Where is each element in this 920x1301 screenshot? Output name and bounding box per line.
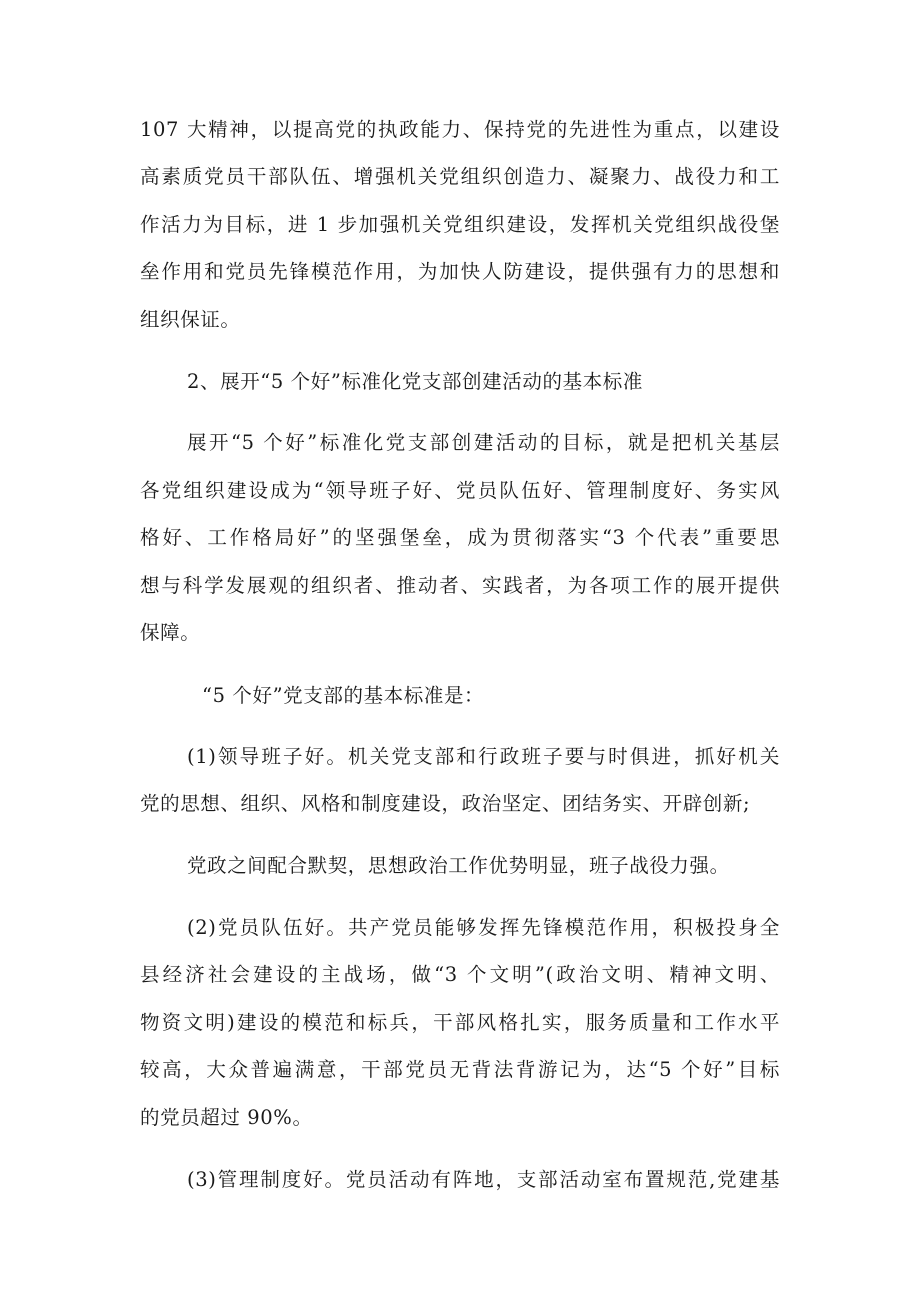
paragraph-line: 作活力为目标，进 1 步加强机关党组织建设，发挥机关党组织战役堡 <box>140 213 780 236</box>
paragraph-line: 各党组织建设成为“领导班子好、党员队伍好、管理制度好、务实风 <box>140 479 780 502</box>
paragraph-line: 县经济社会建设的主战场，做“3 个文明”(政治文明、精神文明、 <box>140 963 780 986</box>
paragraph-5: 党政之间配合默契，思想政治工作优势明显，班子战役力强。 <box>187 854 730 877</box>
paragraph-line: 展开“5 个好”标准化党支部创建活动的目标，就是把机关基层 <box>187 431 780 454</box>
paragraph-7: (3)管理制度好。党员活动有阵地，支部活动室布置规范,党建基 <box>187 1168 780 1191</box>
paragraph-line: 的党员超过 90%。 <box>140 1106 313 1129</box>
paragraph-line: 党的思想、组织、风格和制度建设，政治坚定、团结务实、开辟创新; <box>140 792 751 815</box>
paragraph-line: 保障。 <box>140 621 201 644</box>
paragraph-line: 想与科学发展观的组织者、推动者、实践者，为各项工作的展开提供 <box>140 574 780 597</box>
paragraph-line: 高素质党员干部队伍、增强机关党组织创造力、凝聚力、战役力和工 <box>140 165 780 188</box>
paragraph-3: “5 个好”党支部的基本标准是： <box>202 684 485 707</box>
section-heading: 2、展开“5 个好”标准化党支部创建活动的基本标准 <box>187 370 643 393</box>
paragraph-line: 物资文明)建设的模范和标兵，干部风格扎实，服务质量和工作水平 <box>140 1011 780 1034</box>
paragraph-line: (2)党员队伍好。共产党员能够发挥先锋模范作用，积极投身全 <box>187 916 780 939</box>
paragraph-line: 垒作用和党员先锋模范作用，为加快人防建设，提供强有力的思想和 <box>140 260 780 283</box>
paragraph-line: 格好、工作格局好”的坚强堡垒，成为贯彻落实“3 个代表”重要思 <box>140 526 780 549</box>
paragraph-line: 107 大精神，以提高党的执政能力、保持党的先进性为重点，以建设 <box>140 118 780 141</box>
paragraph-line: (1)领导班子好。机关党支部和行政班子要与时俱进，抓好机关 <box>187 745 780 768</box>
paragraph-line: 较高，大众普遍满意，干部党员无背法背游记为，达“5 个好”目标 <box>140 1058 780 1081</box>
paragraph-line: 组织保证。 <box>140 308 241 331</box>
